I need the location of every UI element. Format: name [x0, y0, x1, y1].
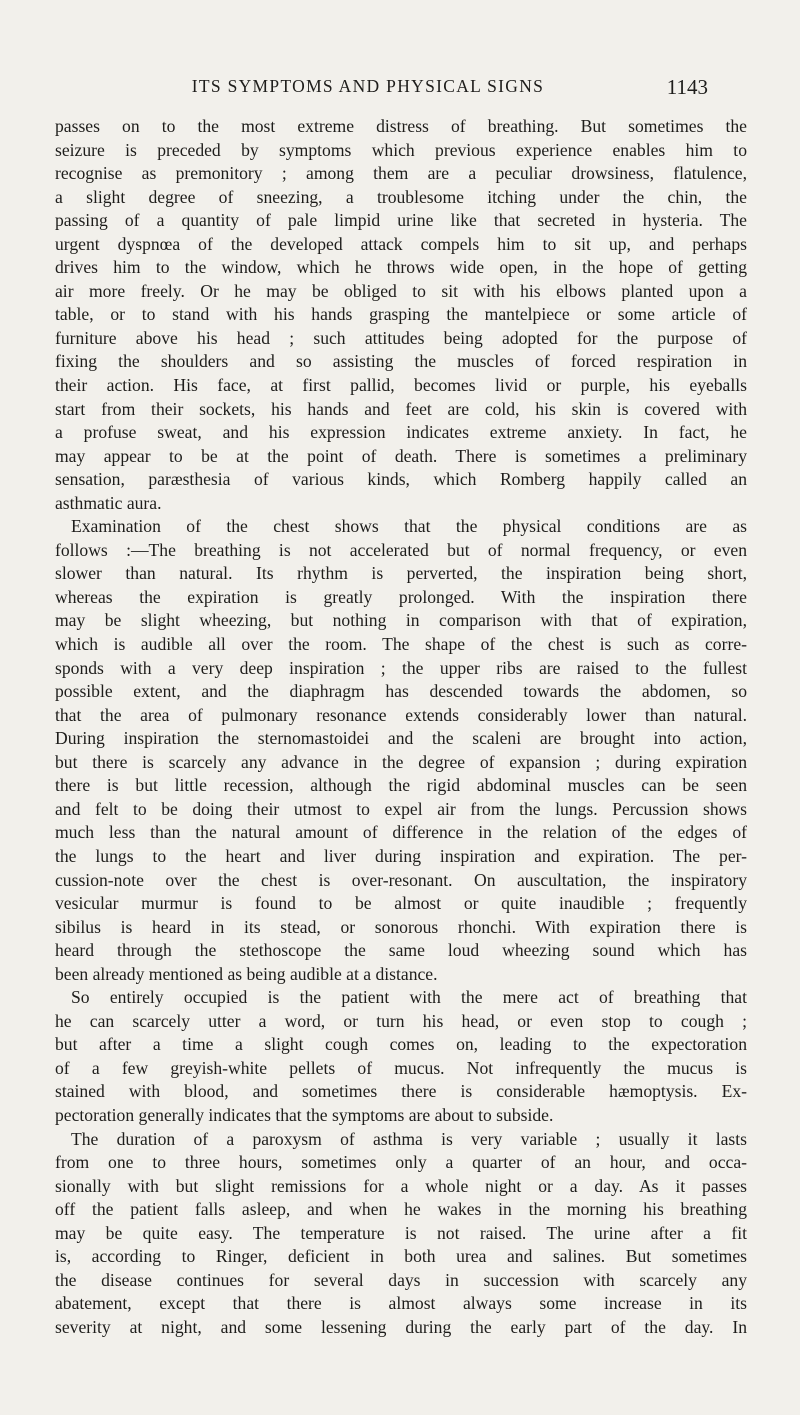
text-line: slower than natural. Its rhythm is perverted, the inspiration being short, — [55, 563, 747, 584]
text-line: their action. His face, at first pallid, becomes livid or purple, his eyeballs — [55, 375, 747, 396]
text-line: The duration of a paroxysm of asthma is very variable ; usually it lasts — [71, 1128, 747, 1149]
text-line: fixing the shoulders and so assisting the muscles of forced respiration in — [55, 351, 747, 372]
text-line: may be quite easy. The temperature is not raised. The urine after a fit — [55, 1222, 747, 1243]
text-line: much less than the natural amount of difference in the relation of the edges of — [55, 822, 747, 843]
text-line: he can scarcely utter a word, or turn his head, or even stop to cough ; — [55, 1010, 747, 1031]
text-line: So entirely occupied is the patient with the mere act of breathing that — [71, 987, 747, 1008]
body-text — [55, 115, 747, 1339]
text-line: but there is scarcely any advance in the degree of expansion ; during expiration — [55, 751, 747, 772]
text-line: recognise as premonitory ; among them are a peculiar drowsiness, flatulence, — [55, 163, 747, 184]
text-line: seizure is preceded by symptoms which previous experience enables him to — [55, 139, 747, 160]
text-line: is, according to Ringer, deficient in both urea and salines. But sometimes — [55, 1246, 747, 1267]
running-title: ITS SYMPTOMS AND PHYSICAL SIGNS — [191, 76, 545, 96]
text-line: off the patient falls asleep, and when he wakes in the morning his breathing — [55, 1199, 747, 1220]
text-line: urgent dyspnœa of the developed attack compels him to sit up, and perhaps — [55, 233, 747, 254]
text-line: but after a time a slight cough comes on, leading to the expectoration — [55, 1034, 747, 1055]
text-line: passing of a quantity of pale limpid urine like that secreted in hysteria. The — [55, 210, 747, 231]
text-line: from one to three hours, sometimes only a quarter of an hour, and occa- — [55, 1152, 747, 1173]
text-line: table, or to stand with his hands grasping the mantelpiece or some article of — [55, 304, 747, 325]
text-line: that the area of pulmonary resonance extends considerably lower than natural. — [55, 704, 747, 725]
text-line: there is but little recession, although the rigid abdominal muscles can be seen — [55, 775, 747, 796]
text-line: sensation, paræsthesia of various kinds, which Romberg happily called an — [55, 469, 747, 490]
text-line: whereas the expiration is greatly prolonged. With the inspiration there — [55, 586, 747, 607]
text-line: Examination of the chest shows that the physical conditions are as — [71, 516, 747, 537]
text-line: may be slight wheezing, but nothing in comparison with that of expiration, — [55, 610, 747, 631]
text-line: possible extent, and the diaphragm has descended towards the abdomen, so — [55, 681, 747, 702]
page-header — [108, 76, 708, 104]
text-line: which is audible all over the room. The shape of the chest is such as corre- — [55, 634, 747, 655]
text-line: the lungs to the heart and liver during inspiration and expiration. The per- — [55, 845, 747, 866]
text-line: sibilus is heard in its stead, or sonorous rhonchi. With expiration there is — [55, 916, 747, 937]
text-line: asthmatic aura. — [55, 492, 162, 513]
text-line: severity at night, and some lessening during the early part of the day. In — [55, 1316, 747, 1337]
text-line: During inspiration the sternomastoidei and the scaleni are brought into action, — [55, 728, 747, 749]
text-line: may appear to be at the point of death. There is sometimes a preliminary — [55, 445, 747, 466]
text-line: start from their sockets, his hands and feet are cold, his skin is covered with — [55, 398, 747, 419]
text-line: sponds with a very deep inspiration ; the upper ribs are raised to the fullest — [55, 657, 747, 678]
text-line: heard through the stethoscope the same loud wheezing sound which has — [55, 940, 747, 961]
text-line: air more freely. Or he may be obliged to sit with his elbows planted upon a — [55, 280, 747, 301]
text-line: vesicular murmur is found to be almost or quite inaudible ; frequently — [55, 893, 747, 914]
text-line: of a few greyish-white pellets of mucus. Not infrequently the mucus is — [55, 1057, 747, 1078]
text-line: a slight degree of sneezing, a troublesome itching under the chin, the — [55, 186, 747, 207]
text-line: follows :—The breathing is not accelerated but of normal frequency, or even — [55, 539, 747, 560]
text-line: cussion-note over the chest is over-resonant. On auscultation, the inspiratory — [55, 869, 747, 890]
text-line: a profuse sweat, and his expression indicates extreme anxiety. In fact, he — [55, 422, 747, 443]
page-number: 1143 — [666, 75, 708, 99]
text-line: and felt to be doing their utmost to expel air from the lungs. Percussion shows — [55, 798, 747, 819]
text-line: the disease continues for several days in succession with scarcely any — [55, 1269, 747, 1290]
text-line: sionally with but slight remissions for a whole night or a day. As it passes — [55, 1175, 747, 1196]
text-line: passes on to the most extreme distress of breathing. But sometimes the — [55, 116, 747, 136]
text-line: been already mentioned as being audible at a distance. — [55, 963, 438, 984]
text-line: abatement, except that there is almost always some increase in its — [55, 1293, 747, 1314]
text-line: furniture above his head ; such attitudes being adopted for the purpose of — [55, 327, 747, 348]
text-line: pectoration generally indicates that the symptoms are about to subside. — [55, 1104, 554, 1125]
text-line: stained with blood, and sometimes there is considerable hæmoptysis. Ex- — [55, 1081, 747, 1102]
text-line: drives him to the window, which he throws wide open, in the hope of getting — [55, 257, 747, 278]
